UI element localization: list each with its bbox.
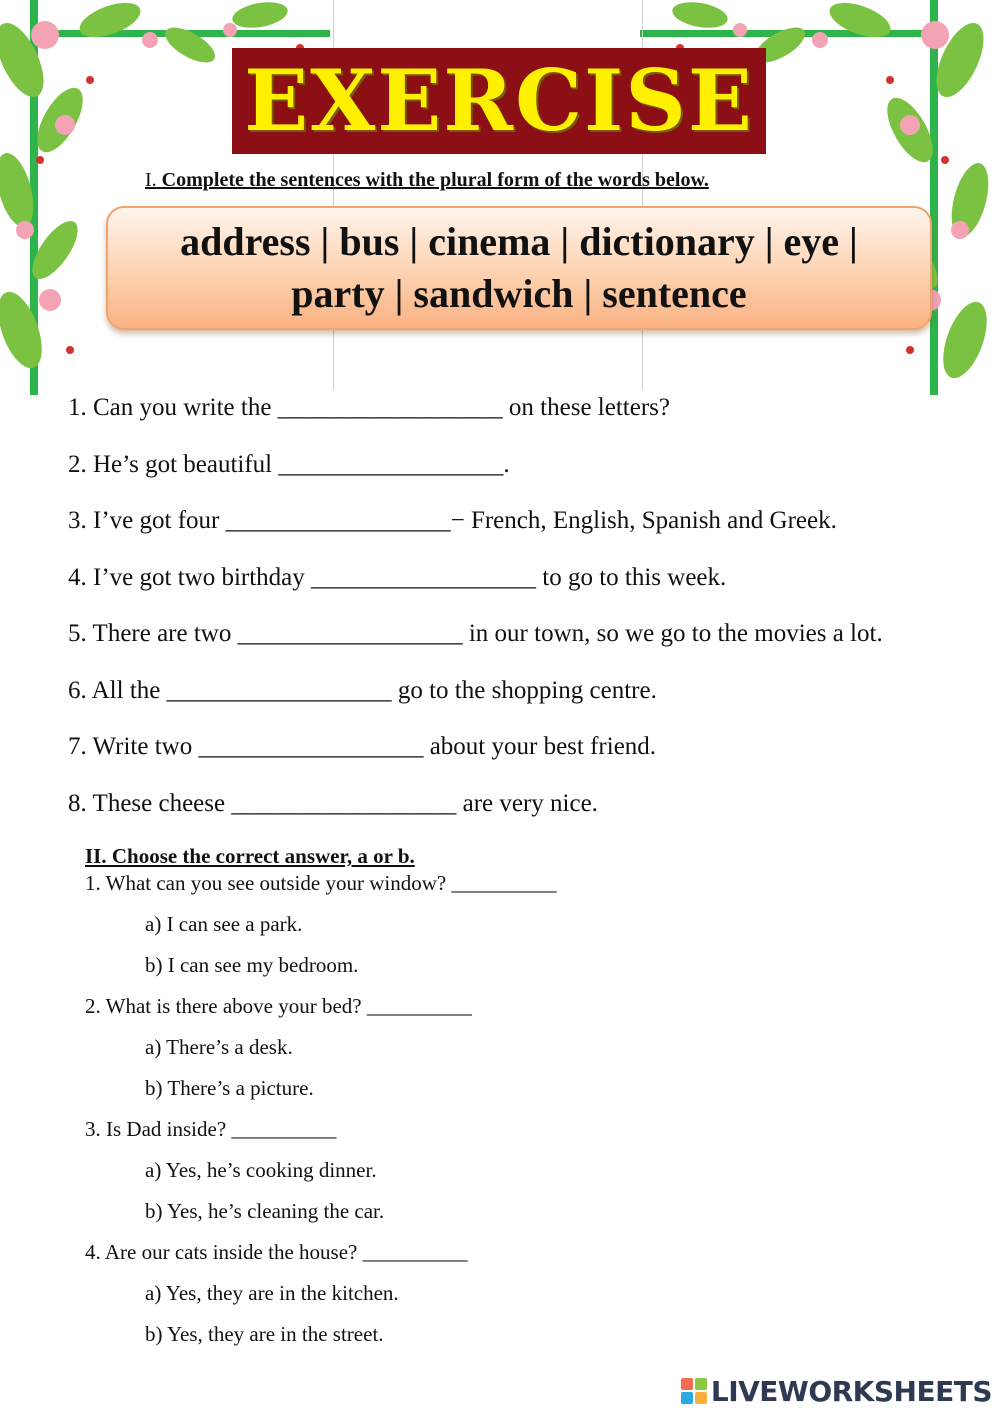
sentence-item: 8. These cheese __________________ are very nice.	[68, 789, 598, 817]
sentence-item: 2. He’s got beautiful __________________.	[68, 450, 510, 478]
liveworksheets-logo-icon	[681, 1378, 707, 1404]
sentence-item: 6. All the __________________ go to the shopping centre.	[68, 676, 657, 704]
question-item: 1. What can you see outside your window? __________	[85, 871, 557, 895]
option-a: a) Yes, he’s cooking dinner.	[145, 1158, 377, 1182]
option-b: b) Yes, they are in the street.	[145, 1322, 384, 1346]
option-b: b) There’s a picture.	[145, 1076, 314, 1100]
sentence-item: 7. Write two __________________ about your best friend.	[68, 733, 657, 760]
brand-name: LIVEWORKSHEETS	[710, 1374, 992, 1408]
option-a: a) I can see a park.	[145, 912, 303, 936]
sentence-item: 1. Can you write the __________________ on these letters?	[68, 394, 670, 421]
part1-instruction	[145, 168, 709, 192]
part2-title: II. Choose the correct answer, a or b.	[85, 844, 415, 868]
sentence-item: 5. There are two __________________ in our town, so we go to the movies a lot.	[68, 620, 883, 647]
option-a: a) There’s a desk.	[145, 1035, 293, 1059]
option-b: b) I can see my bedroom.	[145, 953, 359, 977]
word-bank-box	[106, 206, 932, 330]
part2-section	[85, 843, 885, 1348]
page-title: EXERCISE	[244, 51, 754, 150]
option-a: a) Yes, they are in the kitchen.	[145, 1281, 399, 1305]
option-b: b) Yes, he’s cleaning the car.	[145, 1199, 385, 1223]
part1-instruction-number: I.	[145, 169, 157, 191]
title-banner	[232, 48, 766, 154]
question-item: 3. Is Dad inside? __________	[85, 1117, 337, 1141]
question-item: 2. What is there above your bed? __________	[85, 994, 472, 1018]
sentence-item: 4. I’ve got two birthday __________________ to go to this week.	[68, 563, 727, 591]
question-item: 4. Are our cats inside the house? __________	[85, 1240, 468, 1264]
part1-instruction-text: Complete the sentences with the plural form of the words below.	[161, 169, 709, 191]
word-bank-text: address | bus | cinema | dictionary | eye | party | sandwich | sentence	[180, 219, 858, 316]
liveworksheets-brand	[681, 1373, 992, 1409]
part1-sentence-list	[68, 390, 978, 842]
sentence-item: 3. I’ve got four __________________− French, English, Spanish and Greek.	[68, 507, 837, 534]
